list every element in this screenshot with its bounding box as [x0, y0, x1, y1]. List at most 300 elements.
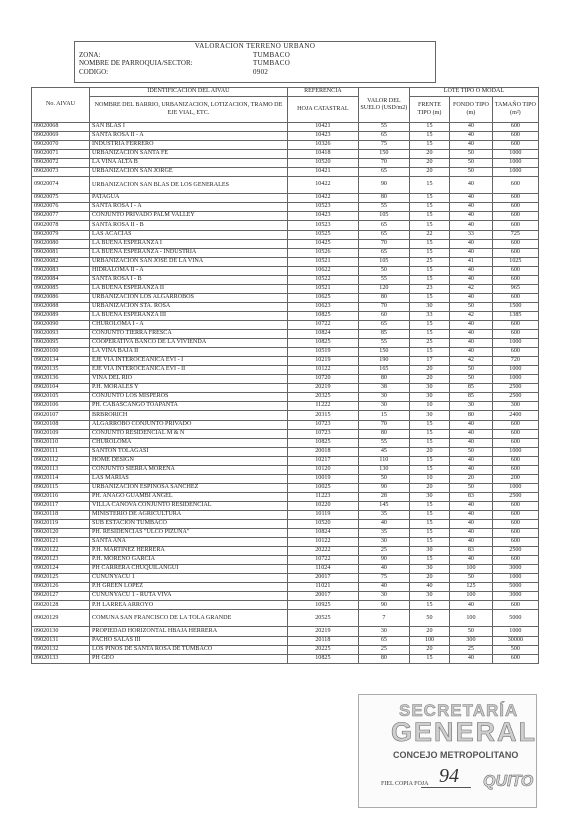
cell-no: 09020071: [32, 150, 90, 159]
cell-no: 09020108: [32, 420, 90, 429]
cell-valor: 130: [358, 465, 409, 474]
cell-no: 09020119: [32, 520, 90, 529]
cell-nombre: P.H. MORENO GARCIA: [90, 556, 288, 565]
cell-tamano: 600: [492, 123, 538, 132]
table-row: [32, 592, 539, 601]
cell-hoja: 11024: [287, 565, 358, 574]
cell-hoja: 20017: [287, 574, 358, 583]
table-row: [32, 168, 539, 177]
cell-tamano: 1500: [492, 302, 538, 311]
cell-fondo: 40: [450, 266, 493, 275]
cell-tamano: 600: [492, 248, 538, 257]
cell-tamano: 5000: [492, 583, 538, 592]
cell-valor: 55: [358, 438, 409, 447]
cell-frente: 15: [409, 654, 449, 663]
table-row: [32, 492, 539, 501]
cell-no: 09020128: [32, 601, 90, 610]
cell-frente: 15: [409, 203, 449, 212]
cell-no: 09020123: [32, 556, 90, 565]
table-row: [32, 339, 539, 348]
cell-hoja: 10722: [287, 556, 358, 565]
cell-no: 09020134: [32, 357, 90, 366]
cell-valor: 75: [358, 574, 409, 583]
cell-tamano: 600: [492, 266, 538, 275]
cell-fondo: 40: [450, 194, 493, 203]
cell-nombre: P.H. MORALES Y: [90, 384, 288, 393]
cell-valor: 65: [358, 132, 409, 141]
cell-tamano: 1000: [492, 168, 538, 177]
table-row: [32, 320, 539, 329]
cell-valor: 40: [358, 583, 409, 592]
table-row: [32, 384, 539, 393]
cell-valor: 25: [358, 547, 409, 556]
cell-tamano: 600: [492, 348, 538, 357]
cell-frente: 15: [409, 239, 449, 248]
cell-tamano: 1000: [492, 627, 538, 636]
cell-no: 09020095: [32, 339, 90, 348]
cell-tamano: 600: [492, 429, 538, 438]
cell-fondo: 40: [450, 429, 493, 438]
cell-no: 09020074: [32, 177, 90, 194]
cell-nombre: LAS MARIAS: [90, 474, 288, 483]
cell-hoja: 20315: [287, 411, 358, 420]
cell-fondo: 40: [450, 293, 493, 302]
cell-nombre: URBANIZACION STA. ROSA: [90, 302, 288, 311]
table-row: [32, 357, 539, 366]
cell-valor: 70: [358, 302, 409, 311]
cell-nombre: CHUROLOMA: [90, 438, 288, 447]
cell-nombre: EJE VIA INTEROCEANICA EVI - II: [90, 366, 288, 375]
cell-tamano: 500: [492, 645, 538, 654]
table-row: [32, 348, 539, 357]
cell-nombre: MINISTERIO DE AGRICULTURA: [90, 510, 288, 519]
cell-valor: 30: [358, 393, 409, 402]
cell-tamano: 600: [492, 141, 538, 150]
cell-fondo: 100: [450, 565, 493, 574]
cell-fondo: 25: [450, 645, 493, 654]
cell-frente: 15: [409, 212, 449, 221]
table-row: [32, 538, 539, 547]
cell-frente: 30: [409, 393, 449, 402]
cell-no: 09020076: [32, 203, 90, 212]
cell-frente: 30: [409, 411, 449, 420]
cell-valor: 38: [358, 384, 409, 393]
cell-frente: 15: [409, 465, 449, 474]
cell-valor: 65: [358, 221, 409, 230]
cell-no: 09020109: [32, 429, 90, 438]
cell-valor: 35: [358, 510, 409, 519]
cell-fondo: 40: [450, 320, 493, 329]
cell-nombre: LOS PINOS DE SANTA ROSA DE TUMBACO: [90, 645, 288, 654]
parroquia-label: NOMBRE DE PARROQUIA/SECTOR:: [79, 59, 193, 68]
cell-frente: 20: [409, 150, 449, 159]
cell-fondo: 80: [450, 411, 493, 420]
cell-hoja: 20219: [287, 627, 358, 636]
cell-fondo: 85: [450, 384, 493, 393]
cell-valor: 50: [358, 474, 409, 483]
cell-tamano: 1000: [492, 574, 538, 583]
cell-hoja: 10025: [287, 483, 358, 492]
cell-tamano: 600: [492, 510, 538, 519]
table-row: [32, 601, 539, 610]
header-box: [74, 41, 436, 83]
cell-hoja: 20325: [287, 393, 358, 402]
cell-no: 09020116: [32, 492, 90, 501]
cell-valor: 65: [358, 248, 409, 257]
cell-valor: 80: [358, 429, 409, 438]
cell-valor: 110: [358, 456, 409, 465]
cell-valor: 90: [358, 601, 409, 610]
cell-nombre: LA VIÑA ALTA B: [90, 159, 288, 168]
table-row: [32, 275, 539, 284]
table-row: [32, 402, 539, 411]
cell-fondo: 50: [450, 302, 493, 311]
cell-tamano: 600: [492, 293, 538, 302]
cell-nombre: SAN BLAS I: [90, 123, 288, 132]
cell-frente: 30: [409, 384, 449, 393]
table-row: [32, 574, 539, 583]
table-row: [32, 456, 539, 465]
cell-nombre: CONJUNTO RESIDENCIAL M & N: [90, 429, 288, 438]
cell-nombre: PH. RESIDENCIAS "ULCO PIZUNA": [90, 529, 288, 538]
cell-hoja: 10519: [287, 348, 358, 357]
cell-valor: 70: [358, 159, 409, 168]
cell-tamano: 600: [492, 601, 538, 610]
cell-fondo: 40: [450, 465, 493, 474]
cell-valor: 35: [358, 529, 409, 538]
cell-nombre: URBANIZACION SAN JORGE: [90, 168, 288, 177]
cell-no: 09020088: [32, 302, 90, 311]
cell-valor: 120: [358, 284, 409, 293]
cell-nombre: SANTA ROSA II - B: [90, 221, 288, 230]
table-row: [32, 302, 539, 311]
cell-tamano: 600: [492, 465, 538, 474]
cell-hoja: 10925: [287, 601, 358, 610]
cell-no: 09020110: [32, 438, 90, 447]
cell-hoja: 10523: [287, 203, 358, 212]
cell-hoja: 10522: [287, 275, 358, 284]
document-title: VALORACION TERRENO URBANO: [194, 42, 316, 50]
cell-tamano: 1025: [492, 257, 538, 266]
table-row: [32, 474, 539, 483]
table-row: [32, 654, 539, 663]
cell-tamano: 600: [492, 501, 538, 510]
cell-valor: 55: [358, 203, 409, 212]
table-row: [32, 411, 539, 420]
table-row: [32, 177, 539, 194]
cell-hoja: 10824: [287, 330, 358, 339]
cell-hoja: 11223: [287, 492, 358, 501]
cell-hoja: 10122: [287, 538, 358, 547]
cell-fondo: 40: [450, 203, 493, 212]
cell-valor: 80: [358, 194, 409, 203]
cell-no: 09020105: [32, 393, 90, 402]
table-row: [32, 447, 539, 456]
cell-no: 09020100: [32, 348, 90, 357]
cell-tamano: 725: [492, 230, 538, 239]
cell-fondo: 50: [450, 366, 493, 375]
table-row: [32, 583, 539, 592]
table-row: [32, 501, 539, 510]
cell-hoja: 20118: [287, 636, 358, 645]
cell-no: 09020125: [32, 574, 90, 583]
cell-frente: 15: [409, 538, 449, 547]
cell-hoja: 10220: [287, 501, 358, 510]
cell-fondo: 40: [450, 221, 493, 230]
cell-tamano: 2500: [492, 547, 538, 556]
cell-nombre: LA BUENA ESPERANZA - INDUSTRIA: [90, 248, 288, 257]
cell-valor: 75: [358, 141, 409, 150]
cell-hoja: 20225: [287, 645, 358, 654]
cell-hoja: 10421: [287, 123, 358, 132]
cell-valor: 28: [358, 492, 409, 501]
cell-nombre: SANTA ROSA II - A: [90, 132, 288, 141]
table-row: [32, 123, 539, 132]
cell-tamano: 5000: [492, 610, 538, 627]
cell-tamano: 965: [492, 284, 538, 293]
cell-valor: 30: [358, 402, 409, 411]
cell-frente: 20: [409, 447, 449, 456]
cell-frente: 20: [409, 366, 449, 375]
stamp-secretaria-text: SECRETARÍA: [399, 701, 519, 720]
cell-frente: 25: [409, 257, 449, 266]
cell-tamano: 600: [492, 132, 538, 141]
cell-nombre: COMUNA SAN FRANCISCO DE LA TOLA GRANDE: [90, 610, 288, 627]
cell-valor: 30: [358, 627, 409, 636]
cell-nombre: PH GEO: [90, 654, 288, 663]
cell-no: 09020080: [32, 239, 90, 248]
cell-valor: 60: [358, 311, 409, 320]
cell-no: 09020126: [32, 583, 90, 592]
cell-no: 09020086: [32, 293, 90, 302]
cell-tamano: 600: [492, 212, 538, 221]
zona-label: ZONA:: [79, 50, 101, 59]
cell-frente: 15: [409, 132, 449, 141]
secretaria-stamp: [358, 694, 537, 808]
cell-no: 09020133: [32, 654, 90, 663]
cell-frente: 15: [409, 429, 449, 438]
cell-valor: 65: [358, 230, 409, 239]
cell-nombre: LA BUENA ESPERANZA I: [90, 239, 288, 248]
cell-tamano: 200: [492, 474, 538, 483]
cell-hoja: 10623: [287, 302, 358, 311]
cell-tamano: 600: [492, 538, 538, 547]
cell-valor: 40: [358, 520, 409, 529]
table-row: [32, 239, 539, 248]
cell-tamano: 2500: [492, 492, 538, 501]
cell-valor: 50: [358, 266, 409, 275]
cell-valor: 80: [358, 375, 409, 384]
cell-tamano: 3000: [492, 592, 538, 601]
cell-frente: 20: [409, 627, 449, 636]
cell-fondo: 40: [450, 501, 493, 510]
zona-value: TUMBACO: [253, 50, 291, 59]
cell-fondo: 40: [450, 556, 493, 565]
cell-hoja: 10425: [287, 239, 358, 248]
cell-hoja: 10520: [287, 159, 358, 168]
cell-nombre: P.H GREEN LOPEZ: [90, 583, 288, 592]
cell-frente: 25: [409, 339, 449, 348]
cell-no: 09020136: [32, 375, 90, 384]
cell-no: 09020084: [32, 275, 90, 284]
cell-no: 09020127: [32, 592, 90, 601]
cell-hoja: 20219: [287, 384, 358, 393]
cell-frente: 15: [409, 438, 449, 447]
cell-frente: 15: [409, 420, 449, 429]
cell-nombre: PH. ANAGO GUAMBI ANGEL: [90, 492, 288, 501]
cell-fondo: 83: [450, 547, 493, 556]
cell-frente: 10: [409, 474, 449, 483]
cell-hoja: 10720: [287, 375, 358, 384]
cell-fondo: 40: [450, 510, 493, 519]
cell-nombre: SANTON TOLAGASI: [90, 447, 288, 456]
cell-hoja: 20017: [287, 592, 358, 601]
cell-frente: 23: [409, 284, 449, 293]
table-row: [32, 293, 539, 302]
table-row: [32, 429, 539, 438]
cell-nombre: SANTA ROSA I - B: [90, 275, 288, 284]
cell-no: 09020131: [32, 636, 90, 645]
cell-fondo: 40: [450, 330, 493, 339]
cell-frente: 30: [409, 547, 449, 556]
col-header-tamano: TAMAÑO TIPO (m²): [492, 97, 538, 123]
cell-no: 09020077: [32, 212, 90, 221]
cell-hoja: 20222: [287, 547, 358, 556]
cell-valor: 30: [358, 538, 409, 547]
cell-frente: 17: [409, 357, 449, 366]
cell-valor: 65: [358, 320, 409, 329]
cell-frente: 15: [409, 248, 449, 257]
cell-hoja: 10525: [287, 230, 358, 239]
cell-no: 09020068: [32, 123, 90, 132]
table-row: [32, 366, 539, 375]
cell-no: 09020135: [32, 366, 90, 375]
cell-fondo: 50: [450, 159, 493, 168]
cell-no: 09020129: [32, 610, 90, 627]
cell-nombre: P.H. MARTINEZ HERRERA: [90, 547, 288, 556]
cell-valor: 80: [358, 654, 409, 663]
cell-fondo: 50: [450, 447, 493, 456]
table-row: [32, 221, 539, 230]
table-row: [32, 203, 539, 212]
cell-fondo: 85: [450, 393, 493, 402]
cell-nombre: VILLA CANOVA CONJUNTO RESIDENCIAL: [90, 501, 288, 510]
cell-hoja: 10423: [287, 212, 358, 221]
table-row: [32, 483, 539, 492]
table-row: [32, 375, 539, 384]
cell-tamano: 600: [492, 654, 538, 663]
cell-valor: 105: [358, 257, 409, 266]
table-row: [32, 520, 539, 529]
table-row: [32, 510, 539, 519]
cell-fondo: 40: [450, 123, 493, 132]
cell-nombre: URBANIZACION SANTA FE: [90, 150, 288, 159]
cell-nombre: PH CARRERA CHUQUILANGUI: [90, 565, 288, 574]
cell-frente: 20: [409, 159, 449, 168]
zona-row: [75, 51, 435, 60]
cell-valor: 90: [358, 177, 409, 194]
col-header-frente: FRENTE TIPO (m): [409, 97, 449, 123]
cell-no: 09020112: [32, 456, 90, 465]
cell-fondo: 300: [450, 636, 493, 645]
cell-no: 09020121: [32, 538, 90, 547]
cell-fondo: 40: [450, 239, 493, 248]
cell-nombre: PH. CABASCANGO TOAPANTA: [90, 402, 288, 411]
cell-valor: 165: [358, 366, 409, 375]
col-header-valor: VALOR DEL SUELO (USD/m2): [358, 88, 409, 123]
cell-nombre: SANTA ANA: [90, 538, 288, 547]
cell-tamano: 30000: [492, 636, 538, 645]
codigo-value: 0902: [253, 67, 269, 76]
codigo-row: [75, 68, 435, 77]
cell-valor: 65: [358, 168, 409, 177]
cell-fondo: 40: [450, 132, 493, 141]
cell-tamano: 600: [492, 239, 538, 248]
cell-fondo: 40: [450, 438, 493, 447]
table-row: [32, 132, 539, 141]
parroquia-row: [75, 59, 435, 68]
col-header-identificacion: IDENTIFICACION DEL AIVAU: [90, 88, 288, 97]
cell-hoja: 10422: [287, 194, 358, 203]
cell-no: 09020114: [32, 474, 90, 483]
cell-tamano: 1000: [492, 483, 538, 492]
cell-fondo: 40: [450, 177, 493, 194]
table-row: [32, 330, 539, 339]
cell-valor: 15: [358, 411, 409, 420]
cell-tamano: 600: [492, 420, 538, 429]
cell-valor: 80: [358, 293, 409, 302]
cell-valor: 190: [358, 357, 409, 366]
cell-valor: 150: [358, 150, 409, 159]
cell-tamano: 2500: [492, 393, 538, 402]
cell-hoja: 11021: [287, 583, 358, 592]
cell-nombre: PACHO SALAS III: [90, 636, 288, 645]
cell-valor: 40: [358, 565, 409, 574]
table-row: [32, 257, 539, 266]
cell-fondo: 125: [450, 583, 493, 592]
cell-hoja: 10825: [287, 311, 358, 320]
cell-tamano: 600: [492, 556, 538, 565]
cell-tamano: 2500: [492, 384, 538, 393]
cell-tamano: 600: [492, 177, 538, 194]
cell-fondo: 40: [450, 456, 493, 465]
cell-tamano: 1000: [492, 339, 538, 348]
cell-hoja: 10217: [287, 456, 358, 465]
cell-frente: 30: [409, 565, 449, 574]
cell-frente: 15: [409, 177, 449, 194]
table-row: [32, 248, 539, 257]
cell-valor: 85: [358, 330, 409, 339]
cell-frente: 15: [409, 330, 449, 339]
cell-frente: 30: [409, 302, 449, 311]
cell-frente: 33: [409, 311, 449, 320]
cell-fondo: 41: [450, 257, 493, 266]
parroquia-value: TUMBACO: [253, 59, 291, 68]
table-row: [32, 556, 539, 565]
cell-no: 09020113: [32, 465, 90, 474]
cell-fondo: 30: [450, 402, 493, 411]
cell-valor: 105: [358, 212, 409, 221]
cell-hoja: 10019: [287, 474, 358, 483]
cell-no: 09020078: [32, 221, 90, 230]
cell-nombre: BRBRORICH: [90, 411, 288, 420]
cell-no: 09020083: [32, 266, 90, 275]
table-row: [32, 610, 539, 627]
cell-tamano: 1000: [492, 150, 538, 159]
cell-frente: 15: [409, 456, 449, 465]
table-row: [32, 465, 539, 474]
valuation-table: [31, 87, 539, 664]
